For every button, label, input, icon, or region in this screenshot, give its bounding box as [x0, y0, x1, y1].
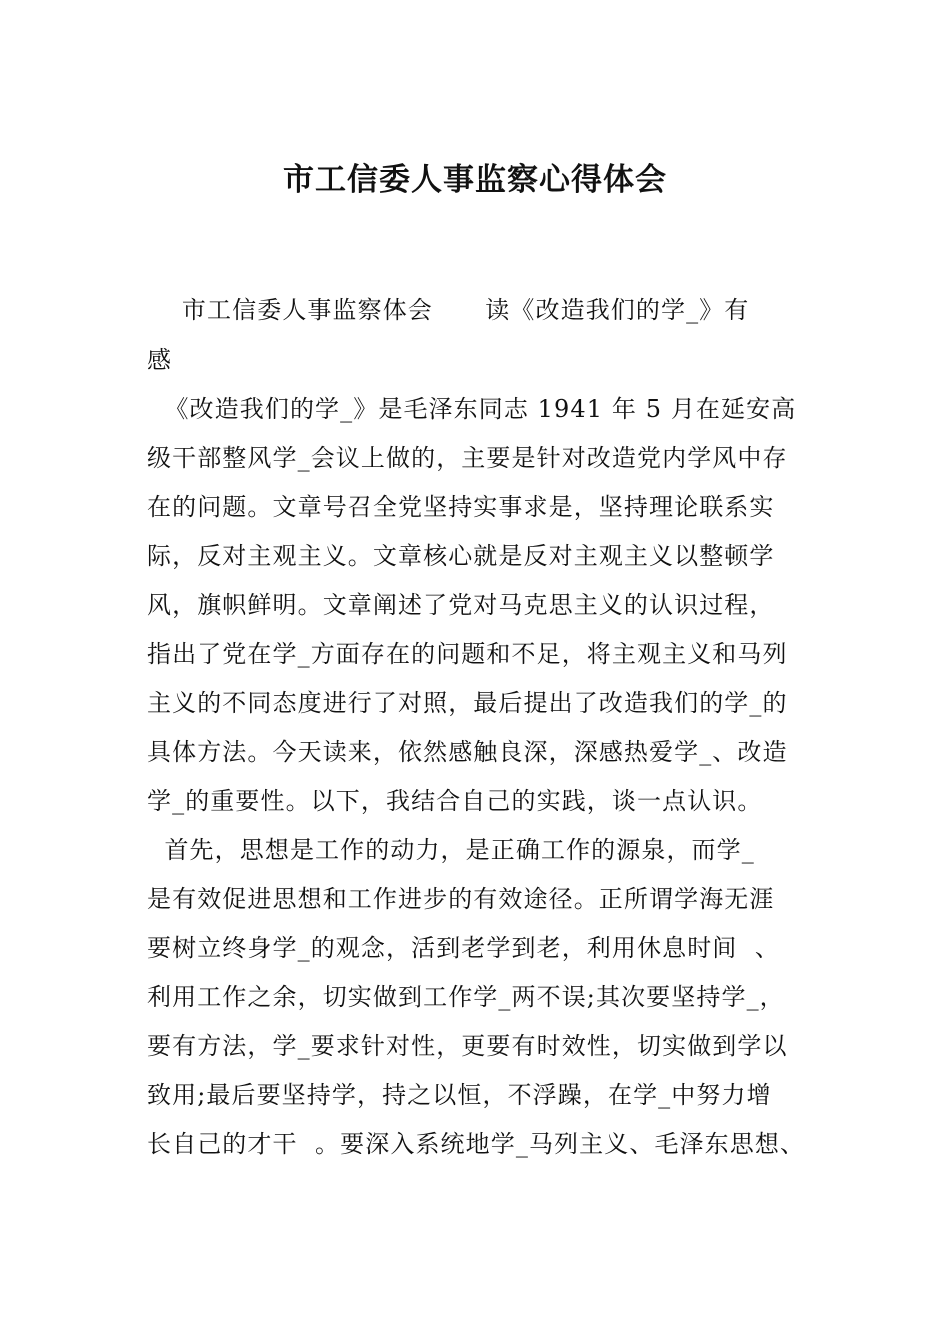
text-line: 首先，思想是工作的动力，是正确工作的源泉，而学_ [147, 836, 755, 864]
text-line: 指出了党在学_方面存在的问题和不足，将主观主义和马列 [147, 640, 788, 668]
text-line: 学_的重要性。以下，我结合自己的实践，谈一点认识。 [147, 787, 763, 815]
text-line: 致用;最后要坚持学，持之以恒，不浮躁，在学_中努力增 [147, 1081, 772, 1109]
text-line: 利用工作之余，切实做到工作学_两不误;其次要坚持学_， [147, 983, 785, 1011]
text-line: 级干部整风学_会议上做的，主要是针对改造党内学风中存 [147, 444, 788, 472]
text-line: 要有方法，学_要求针对性，更要有时效性，切实做到学以 [147, 1032, 788, 1060]
text-line: 风，旗帜鲜明。文章阐述了党对马克思主义的认识过程， [147, 591, 775, 619]
text-line: 在的问题。文章号召全党坚持实事求是，坚持理论联系实 [147, 493, 775, 521]
text-line: 长自己的才干 。要深入系统地学_马列主义、毛泽东思想、 [147, 1130, 806, 1158]
document-title: 市工信委人事监察心得体会 [283, 162, 667, 198]
text-line: 际，反对主观主义。文章核心就是反对主观主义以整顿学 [147, 542, 775, 570]
text-line: 具体方法。今天读来，依然感触良深，深感热爱学_、改造 [147, 738, 788, 766]
text-line: 要树立终身学_的观念，活到老学到老，利用休息时间 、 [147, 934, 780, 962]
text-line: 是有效促进思想和工作进步的有效途径。正所谓学海无涯 [147, 885, 775, 913]
text-line: 主义的不同态度进行了对照，最后提出了改造我们的学_的 [147, 689, 788, 717]
text-line: 市工信委人事监察体会 读《改造我们的学_》有 [147, 296, 750, 324]
text-line: 《改造我们的学_》是毛泽东同志 1941 年 5 月在延安高 [147, 395, 797, 423]
text-line: 感 [147, 346, 173, 374]
